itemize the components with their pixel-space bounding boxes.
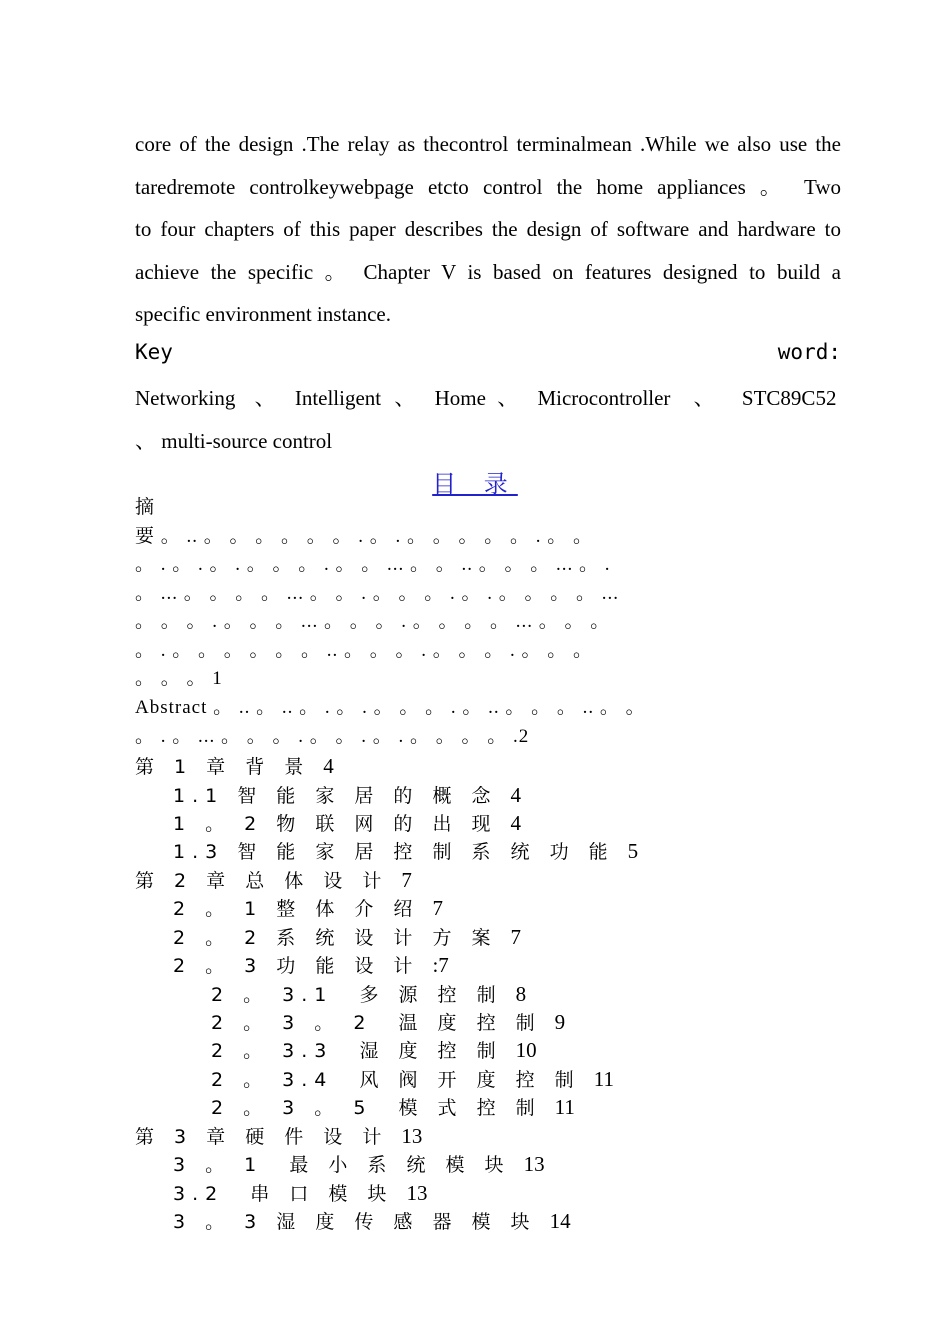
toc-entry-text: 2 。 1 整 体 介 绍: [173, 898, 420, 920]
toc-dots-line: 摘: [135, 497, 156, 518]
toc-entry-2-3-3[interactable]: [211, 1036, 537, 1063]
keywords-heading: [135, 340, 841, 364]
keyword-separator: 、: [497, 386, 519, 410]
abstract-line-1: core of the design .The relay as thecontrol terminalmean .While we also use the: [135, 132, 841, 156]
abstract-line-5: specific environment instance.: [135, 302, 391, 326]
abstract-line-4: achieve the specific 。 Chapter V is based on features designed to build a: [135, 259, 841, 284]
toc-abstract-cn[interactable]: [135, 494, 841, 694]
keyword-item: Networking: [135, 386, 236, 410]
toc-entry-chapter-3[interactable]: [135, 1122, 422, 1149]
toc-dots-line: 。 。 。 . 。 。 。 ... 。 。 。 . 。 。 。 。 ... 。 。 。: [135, 611, 611, 632]
keyword-item: STC89C52: [741, 386, 837, 410]
keyword-separator: 、: [394, 386, 416, 410]
toc-entry-text: 第 2 章 总 体 设 计: [135, 870, 389, 892]
toc-entry-text: 1.1 智 能 家 居 的 概 念: [173, 785, 498, 807]
toc-entry-text: 3 。 1 最 小 系 统 模 块: [173, 1154, 511, 1176]
keywords-label-word: word:: [777, 340, 841, 364]
keywords-list: [135, 382, 841, 412]
toc-entry-text: 2 。 3.3 湿 度 控 制: [211, 1040, 503, 1062]
toc-entry-text: 3.2 串 口 模 块: [173, 1183, 394, 1205]
abstract-line-3: to four chapters of this paper describes the design of software and hardware to: [135, 217, 841, 241]
keyword-separator: 、: [693, 386, 715, 410]
toc-entry-page: 14: [549, 1209, 571, 1233]
toc-entry-chapter-1[interactable]: [135, 752, 334, 779]
toc-entry-page: 10: [515, 1038, 537, 1062]
toc-dots-line: 。 . 。 。 。 。 。 。 .. 。 。 。 . 。 。 。 . 。 。 。: [135, 639, 594, 661]
toc-entry-page: 11: [593, 1067, 614, 1091]
toc-entry-page: 13: [406, 1181, 428, 1205]
toc-entry-1-3[interactable]: [173, 837, 638, 864]
toc-entry-page: 7: [510, 925, 522, 949]
toc-entry-2-1[interactable]: [173, 894, 443, 921]
toc-entry-3-2[interactable]: [173, 1179, 427, 1206]
toc-title-link[interactable]: 目 录: [432, 470, 518, 498]
toc-entry-text: 2 。 3.1 多 源 控 制: [211, 984, 503, 1006]
toc-dots-line: 。 . 。 ... 。 。 。 . 。 。 . 。 . 。 。 。 。 .2: [135, 725, 530, 747]
toc-entry-text: 第 3 章 硬 件 设 计: [135, 1126, 389, 1148]
toc-abstract-en[interactable]: [135, 694, 841, 751]
toc-entry-chapter-2[interactable]: [135, 866, 412, 893]
toc-entry-text: 2 。 3.4 风 阀 开 度 控 制: [211, 1069, 581, 1091]
toc-entry-2-3-1[interactable]: [211, 980, 526, 1007]
toc-entry-page: 13: [401, 1124, 423, 1148]
toc-entry-3-3[interactable]: [173, 1207, 571, 1234]
keyword-item: Home: [434, 386, 486, 410]
toc-dots-line: 。 . 。 . 。 . 。 。 。 . 。 。 ... 。 。 .. 。 。 。 ... 。 .: [135, 554, 611, 575]
toc-entry-3-1[interactable]: [173, 1150, 545, 1177]
toc-entry-page: 7: [401, 868, 412, 892]
keywords-label-key: Key: [135, 340, 173, 364]
toc-entry-text: 2 。 3 。 5 模 式 控 制: [211, 1097, 542, 1119]
toc-entry-text: 2 。 2 系 统 设 计 方 案: [173, 927, 498, 949]
toc-entry-page: 11: [554, 1095, 575, 1119]
toc-entry-2-2[interactable]: [173, 923, 521, 950]
toc-entry-page: 9: [554, 1010, 566, 1034]
toc-entry-text: 2 。 3 。 2 温 度 控 制: [211, 1012, 542, 1034]
toc-dots-line: Abstract 。 .. 。 .. 。 . 。 . 。 。 。 . 。 .. 。 。 。 .. 。 。: [135, 697, 646, 718]
toc-entry-page: 4: [323, 754, 334, 778]
toc-entry-2-3-5[interactable]: [211, 1093, 575, 1120]
toc-dots-line: 。 ... 。 。 。 。 ... 。 。 . 。 。 。 . 。 . 。 。 。 。 ...: [135, 582, 620, 604]
keywords-last-line: 、 multi-source control: [135, 429, 333, 453]
toc-entry-page: 7: [432, 896, 443, 920]
toc-entry-text: 3 。 3 湿 度 传 感 器 模 块: [173, 1211, 537, 1233]
toc-entry-page: 4: [510, 783, 522, 807]
toc-entry-1-2[interactable]: [173, 809, 521, 836]
toc-entry-2-3-2[interactable]: [211, 1008, 565, 1035]
toc-entry-page: 5: [627, 839, 639, 863]
toc-dots-line: 要 。 .. 。 。 。 。 。 。 . 。 . 。 。 。 。 。 . 。 。: [135, 525, 594, 547]
toc-entry-text: 1.3 智 能 家 居 控 制 系 统 功 能: [173, 841, 615, 863]
toc-entry-1-1[interactable]: [173, 781, 521, 808]
abstract-english-paragraph: [135, 123, 841, 336]
abstract-line-2: taredremote controlkeywebpage etcto control the home appliances 。 Two: [135, 174, 841, 199]
toc-entry-text: 2 。 3 功 能 设 计: [173, 955, 420, 977]
keyword-item: Intelligent: [294, 386, 382, 410]
toc-entry-page: 8: [515, 982, 527, 1006]
toc-entry-text: 第 1 章 背 景: [135, 756, 311, 778]
toc-entry-2-3[interactable]: [173, 951, 449, 978]
toc-entry-page: 4: [510, 811, 522, 835]
keyword-separator: 、: [254, 386, 276, 410]
toc-entry-page: :7: [432, 953, 449, 977]
keyword-item: Microcontroller: [537, 386, 671, 410]
toc-entry-2-3-4[interactable]: [211, 1065, 614, 1092]
toc-entry-text: 1 。 2 物 联 网 的 出 现: [173, 813, 498, 835]
toc-dots-line: 。 。 。 1: [135, 668, 223, 689]
toc-entry-page: 13: [523, 1152, 545, 1176]
